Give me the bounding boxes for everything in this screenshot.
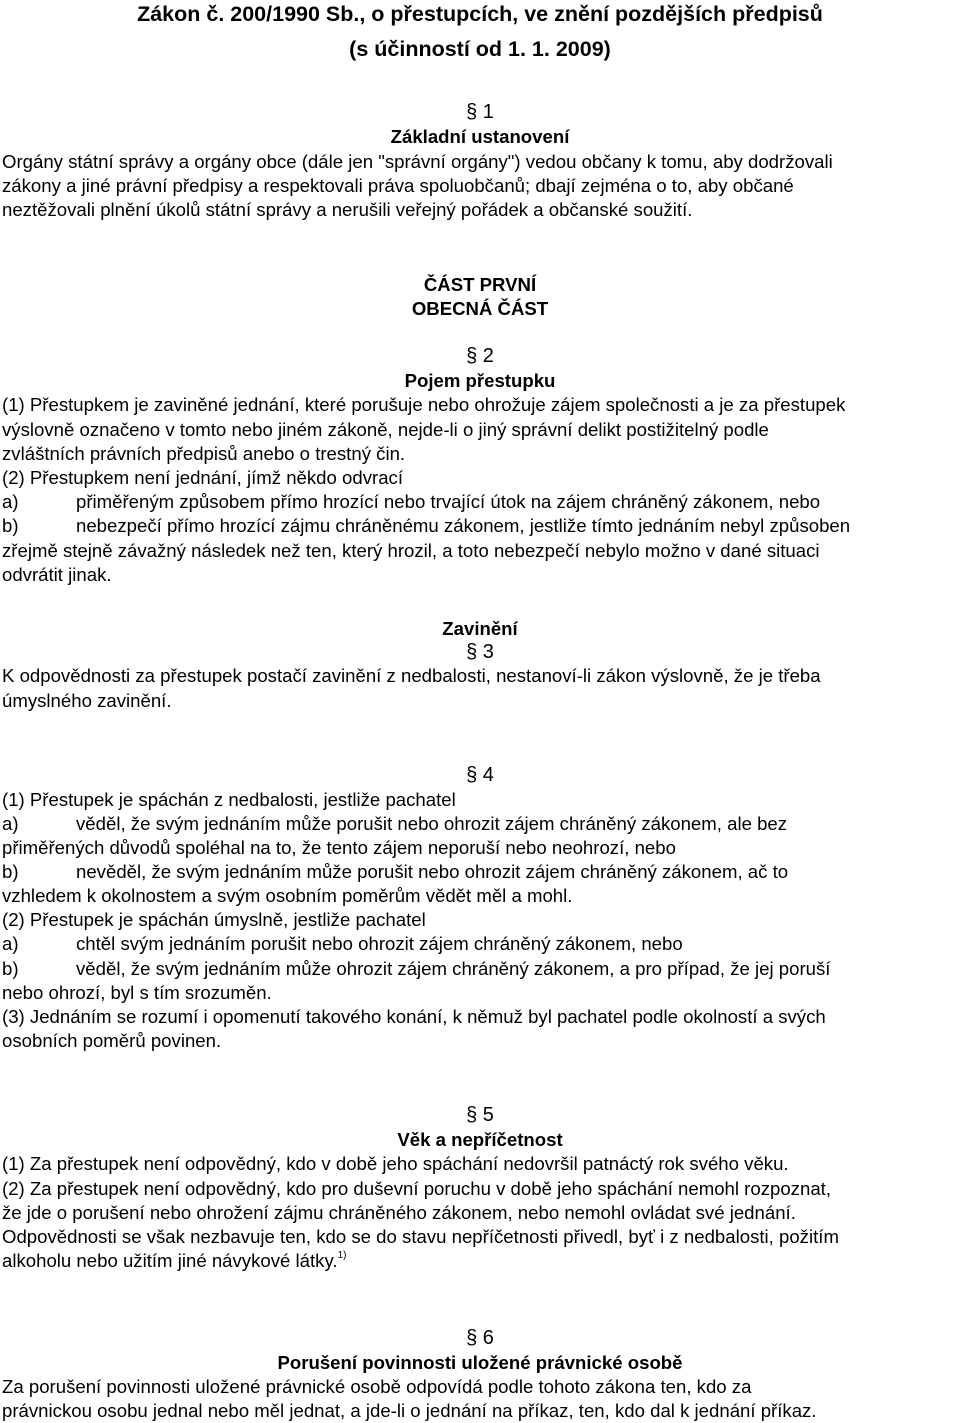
paragraph-line: (2) Za přestupek není odpovědný, kdo pro duševní poruchu v době jeho spáchání nemohl rozpoznat, (2, 1178, 831, 1199)
paragraph-line: zákony a jiné právní předpisy a respektovali práva spoluobčanů; dbají zejména o to, aby občané (2, 175, 794, 196)
section-heading: Zavinění (442, 618, 518, 639)
section-number: § 1 (466, 101, 494, 123)
paragraph-line: Za porušení povinnosti uložené právnické osobě odpovídá podle tohoto zákona ten, kdo za (2, 1376, 752, 1397)
list-item (0, 957, 960, 981)
paragraph-line (0, 1249, 960, 1273)
paragraph-line: právnickou osobu jednal nebo měl jednat, a jde-li o jednání na příkaz, ten, kdo dal k jednání příkaz. (2, 1400, 817, 1421)
part-subheading: OBECNÁ ČÁST (411, 298, 549, 319)
list-item (0, 932, 960, 956)
section-heading: Porušení povinnosti uložené právnické osobě (277, 1352, 683, 1373)
section-number: § 5 (466, 1104, 494, 1126)
list-item-text: nevěděl, že svým jednáním může porušit nebo ohrozit zájem chráněný zákonem, ač to (76, 861, 789, 882)
paragraph-line: (2) Přestupek je spáchán úmyslně, jestliže pachatel (2, 909, 426, 930)
list-item-text: přiměřeným způsobem přímo hrozící nebo trvající útok na zájem chráněný zákonem, nebo (76, 491, 821, 512)
paragraph-line: zvláštních právních předpisů anebo o trestný čin. (2, 443, 406, 464)
list-item (0, 490, 960, 514)
paragraph-line: osobních poměrů povinen. (2, 1030, 222, 1051)
paragraph-line: že jde o porušení nebo ohrožení zájmu chráněného zákonem, nebo nemohl ovládat své jednání. (2, 1202, 796, 1223)
paragraph-line: úmyslného zavinění. (2, 690, 172, 711)
list-item-label: a) (2, 491, 19, 512)
section-number: § 3 (466, 641, 494, 663)
section-number: § 2 (466, 345, 494, 367)
list-item (0, 860, 960, 884)
document-subtitle: (s účinností od 1. 1. 2009) (349, 37, 611, 61)
paragraph-text: alkoholu nebo užitím jiné návykové látky. (2, 1250, 338, 1271)
list-item-text: nebezpečí přímo hrozící zájmu chráněnému zákonem, jestliže tímto jednáním nebyl způsoben (76, 515, 851, 536)
paragraph-line: (2) Přestupkem není jednání, jímž někdo odvrací (2, 467, 404, 488)
section-heading: Základní ustanovení (390, 126, 570, 147)
list-item (0, 812, 960, 836)
section-number: § 4 (466, 764, 494, 786)
list-item-label: b) (2, 861, 19, 882)
footnote-reference[interactable]: 1) (337, 1250, 347, 1261)
list-item-text: věděl, že svým jednáním může porušit nebo ohrozit zájem chráněný zákonem, ale bez (76, 813, 788, 834)
section-number: § 6 (466, 1327, 494, 1349)
list-item-label: b) (2, 958, 19, 979)
paragraph-line: (1) Přestupkem je zaviněné jednání, které porušuje nebo ohrožuje zájem společnosti a je za přestupek (2, 394, 846, 415)
paragraph-line: nebo ohrozí, byl s tím srozuměn. (2, 982, 272, 1003)
part-heading: ČÁST PRVNÍ (423, 274, 537, 295)
paragraph-line: Orgány státní správy a orgány obce (dále jen "správní orgány") vedou občany k tomu, aby dodržovali (2, 151, 833, 172)
paragraph-line: K odpovědnosti za přestupek postačí zavinění z nedbalosti, nestanoví-li zákon výslovně, že je třeba (2, 665, 821, 686)
paragraph-line: (1) Přestupek je spáchán z nedbalosti, jestliže pachatel (2, 789, 456, 810)
list-item-text: věděl, že svým jednáním může ohrozit zájem chráněný zákonem, a pro případ, že jej poruší (76, 958, 831, 979)
paragraph-line: zřejmě stejně závažný následek než ten, který hrozil, a toto nebezpečí nebylo možno v dané situaci (2, 540, 820, 561)
section-heading: Věk a nepříčetnost (397, 1129, 563, 1150)
paragraph-line: Odpovědnosti se však nezbavuje ten, kdo se do stavu nepříčetnosti přivedl, byť i z nedbalosti, požitím (2, 1226, 839, 1247)
list-item (0, 514, 960, 538)
paragraph-line: odvrátit jinak. (2, 564, 112, 585)
list-item-label: b) (2, 515, 19, 536)
paragraph-line: (3) Jednáním se rozumí i opomenutí takového konání, k němuž byl pachatel podle okolností a svých (2, 1006, 826, 1027)
paragraph-line: (1) Za přestupek není odpovědný, kdo v době jeho spáchání nedovršil patnáctý rok svého věku. (2, 1153, 789, 1174)
document-title: Zákon č. 200/1990 Sb., o přestupcích, ve znění pozdějších předpisů (137, 2, 823, 26)
paragraph-line: vzhledem k okolnostem a svým osobním poměrům vědět měl a mohl. (2, 885, 573, 906)
paragraph-line: neztěžovali plnění úkolů státní správy a nerušili veřejný pořádek a občanské soužití. (2, 199, 693, 220)
section-heading: Pojem přestupku (404, 370, 556, 391)
list-item-label: a) (2, 933, 19, 954)
paragraph-line: výslovně označeno v tomto nebo jiném zákoně, nejde-li o jiný správní delikt postižitelný podle (2, 419, 769, 440)
list-item-text: chtěl svým jednáním porušit nebo ohrozit zájem chráněný zákonem, nebo (76, 933, 683, 954)
paragraph-line: přiměřených důvodů spoléhal na to, že tento zájem neporuší nebo neohrozí, nebo (2, 837, 676, 858)
list-item-label: a) (2, 813, 19, 834)
